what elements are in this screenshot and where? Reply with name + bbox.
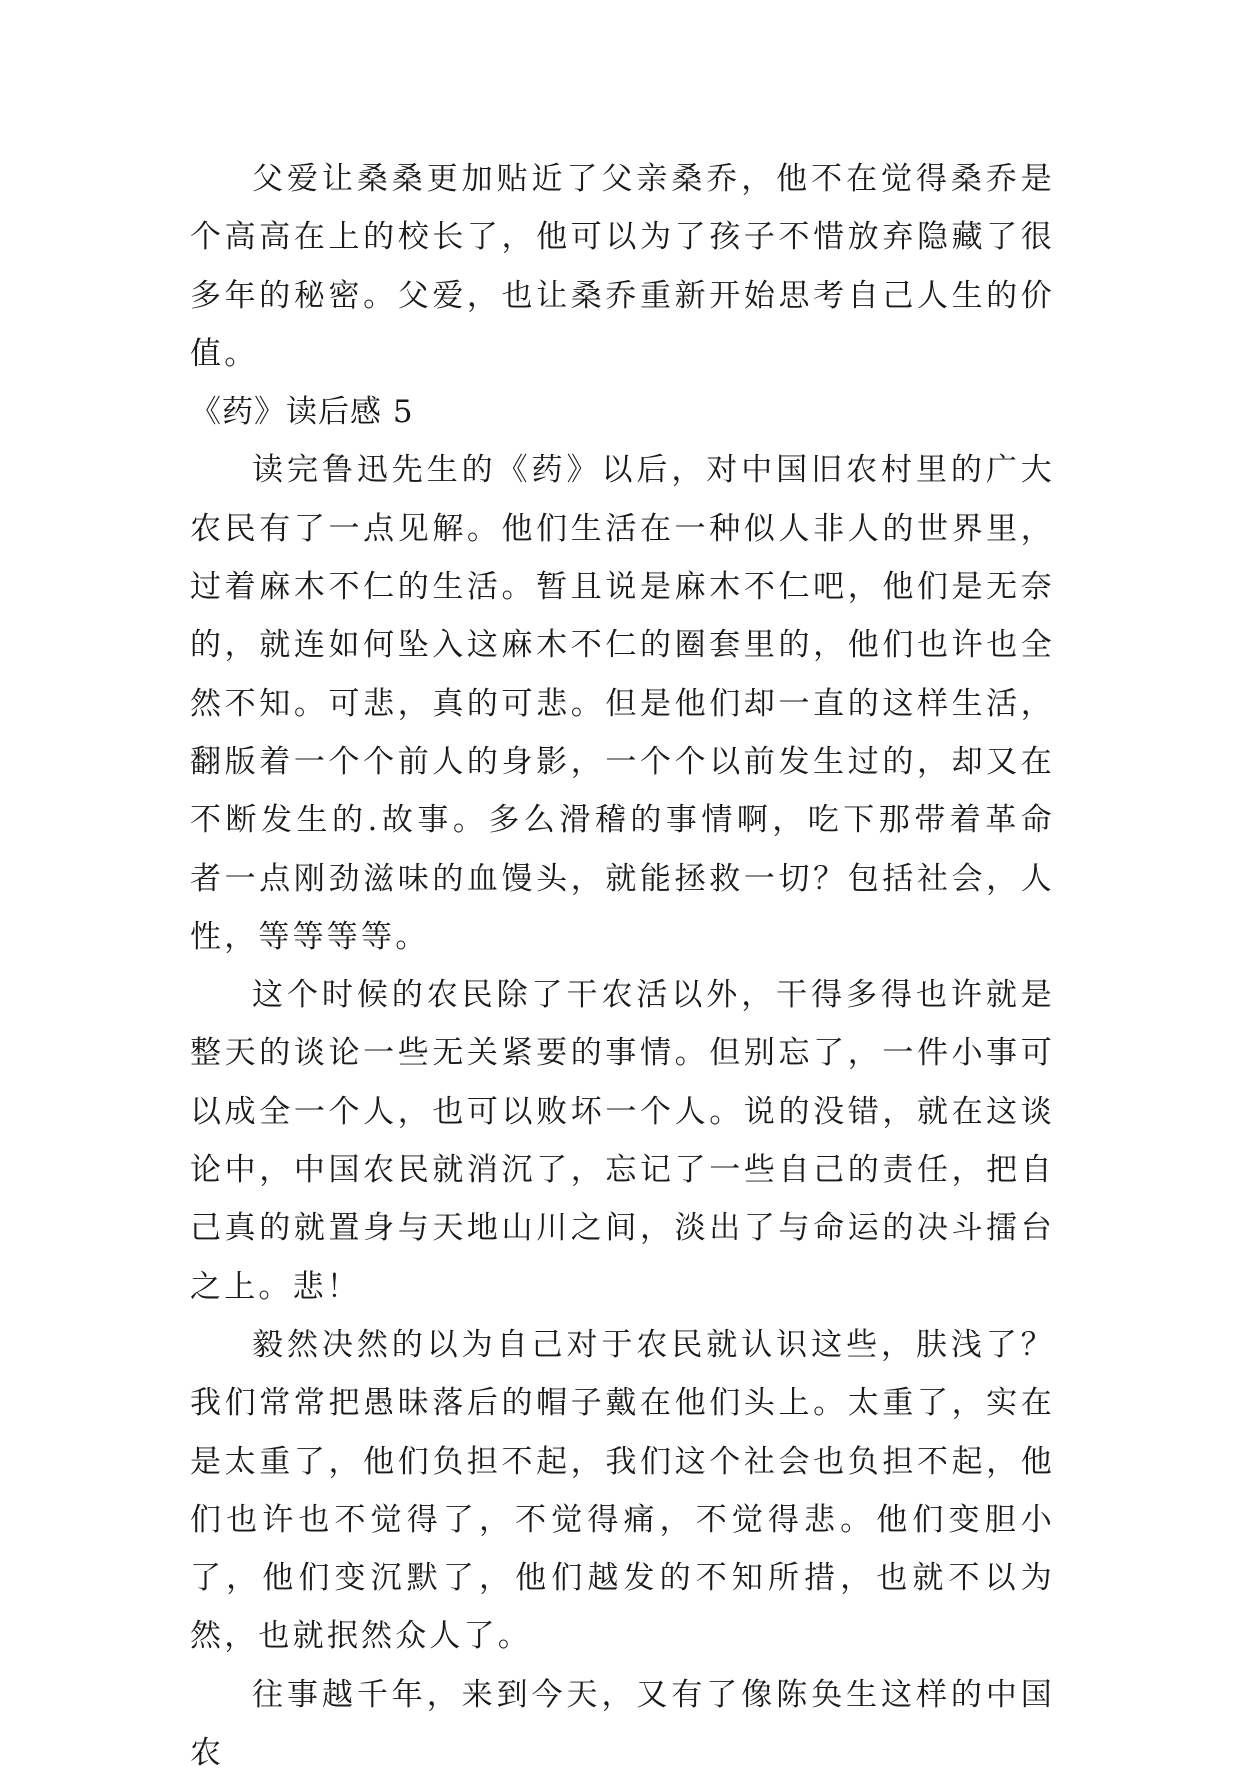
paragraph-2: 这个时候的农民除了干农活以外，干得多得也许就是整天的谈论一些无关紧要的事情。但别忘了，一件小事可以成全一个人，也可以败坏一个人。说的没错，就在这谈论中，中国农民就消沉了，忘记了一些自己的责任，把自己真的就置身与天地山川之间，淡出了与命运的决斗擂台之上。悲！ — [190, 977, 1055, 1305]
paragraph-father-love: 父爱让桑桑更加贴近了父亲桑乔，他不在觉得桑乔是个高高在上的校长了，他可以为了孩子不惜放弃隐藏了很多年的秘密。父爱，也让桑乔重新开始思考自己人生的价值。 — [190, 161, 1055, 372]
section-title: 《药》读后感 5 — [190, 394, 414, 431]
paragraph-3: 毅然决然的以为自己对于农民就认识这些，肤浅了？我们常常把愚昧落后的帽子戴在他们头上。太重了，实在是太重了，他们负担不起，我们这个社会也负担不起，他们也许也不觉得了，不觉得痛，不觉得悲。他们变胆小了，他们变沉默了，他们越发的不知所措，也就不以为然，也就抿然众人了。 — [190, 1326, 1055, 1655]
document-body — [190, 150, 1055, 1782]
paragraph-1: 读完鲁迅先生的《药》以后，对中国旧农村里的广大农民有了一点见解。他们生活在一种似人非人的世界里，过着麻木不仁的生活。暂且说是麻木不仁吧，他们是无奈的，就连如何坠入这麻木不仁的圈套里的，他们也许也全然不知。可悲，真的可悲。但是他们却一直的这样生活，翻版着一个个前人的身影，一个个以前发生过的，却又在不断发生的.故事。多么滑稽的事情啊，吃下那带着革命者一点刚劲滋味的血馒头，就能拯救一切？包括社会，人性，等等等等。 — [190, 452, 1055, 955]
paragraph-4: 往事越千年，来到今天，又有了像陈奂生这样的中国农 — [190, 1676, 1055, 1772]
